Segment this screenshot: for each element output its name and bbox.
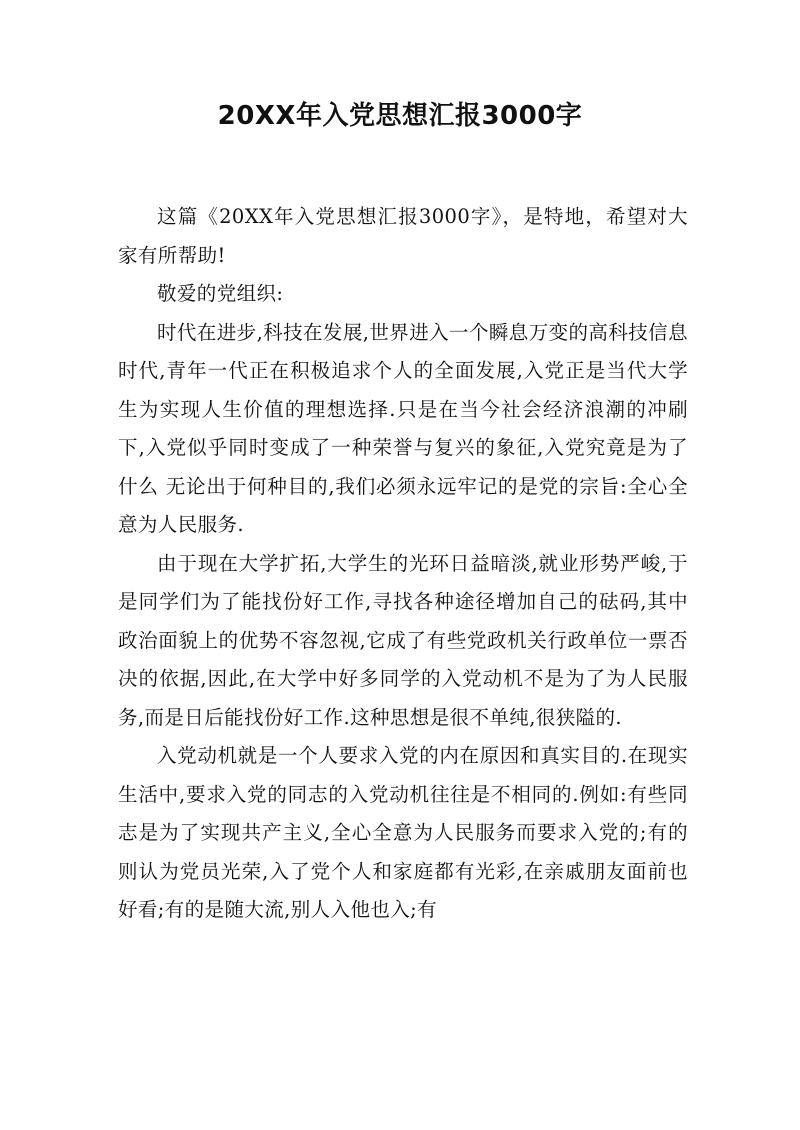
document-body <box>118 198 688 930</box>
intro-paragraph: 这篇《20XX年入党思想汇报3000字》，是特地，希望对大家有所帮助! <box>118 205 688 267</box>
body-paragraph-3: 入党动机就是一个人要求入党的内在原因和真实目的.在现实生活中,要求入党的同志的入党动机往往是不相同的.例如:有些同志是为了实现共产主义,全心全意为人民服务而要求入党的;有的则认为党员光荣,入了党个人和家庭都有光彩,在亲戚朋友面前也好看;有的是随大流,别人入他也入;有 <box>118 744 688 921</box>
document-title: 20XX年入党思想汇报3000字 <box>217 101 583 131</box>
body-paragraph-1: 时代在进步,科技在发展,世界进入一个瞬息万变的高科技信息时代,青年一代正在积极追求个人的全面发展,入党正是当代大学生为实现人生价值的理想选择.只是在当今社会经济浪潮的冲刷下,入党似乎同时变成了一种荣誉与复兴的象征,入党究竟是为了什么 无论出于何种目的,我们必须永远牢记的是党的宗旨:全心全意为人民服务. <box>118 320 688 536</box>
salutation-paragraph: 敬爱的党组织: <box>157 282 284 305</box>
body-paragraph-2: 由于现在大学扩拓,大学生的光环日益暗淡,就业形势严峻,于是同学们为了能找份好工作,寻找各种途径增加自己的砝码,其中政治面貌上的优势不容忽视,它成了有些党政机关行政单位一票否决的依据,因此,在大学中好多同学的入党动机不是为了为人民服务,而是日后能找份好工作.这种思想是很不单纯,很狭隘的. <box>118 551 688 729</box>
